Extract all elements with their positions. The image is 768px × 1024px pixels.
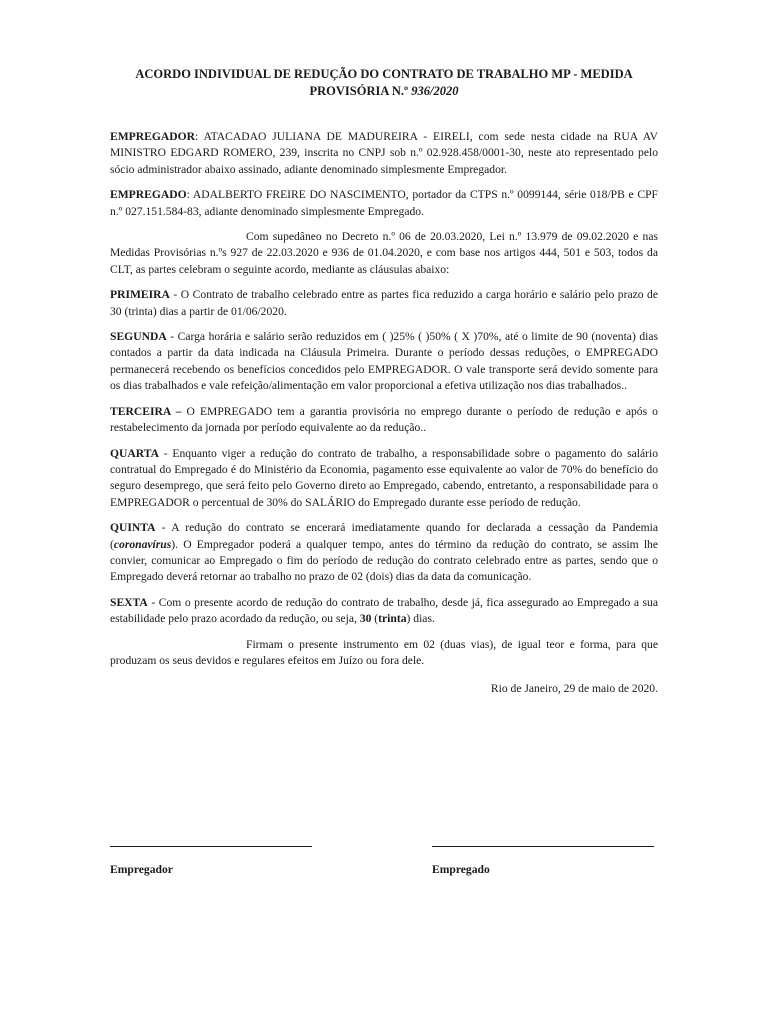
empregador-label: EMPREGADOR bbox=[110, 130, 196, 143]
signature-line-empregado bbox=[432, 846, 654, 847]
clause-quarta bbox=[110, 446, 658, 512]
clause-quarta-label: QUARTA bbox=[110, 446, 159, 460]
empregado-label: EMPREGADO bbox=[110, 188, 187, 202]
signature-label-empregador: Empregador bbox=[110, 863, 173, 876]
clause-quinta-text-b: ). O Empregador poderá a qualquer tempo, antes do término da redução do contrato, se assim lhe convier, comunicar ao Empregado o fim do período de redução do contrato celebrado entre as partes, sendo que o Empregado deverá retornar ao trabalho no prazo de 02 (dois) dias da data da comunicação. bbox=[110, 537, 658, 584]
clause-quinta-text-a: - A redução do contrato se encerará imediatamente quando for declarada a cessação da Pandemia ( bbox=[110, 521, 658, 551]
clause-sexta-text-a: - Com o presente acordo de redução do contrato de trabalho, desde já, fica assegurado ao Empregado a sua estabilidade pelo prazo acordado da redução, ou seja, bbox=[110, 595, 658, 626]
clause-sexta-paren: ( bbox=[371, 612, 379, 626]
clause-quarta-text: - Enquanto viger a redução do contrato de trabalho, a responsabilidade sobre o pagamento do salário contratual do Empregado é do Ministério da Economia, pagamento esse equivalente ao valor de 70% do benefício do seguro desemprego, que será feito pelo Governo direto ao Empregado, cabendo, entretanto, a responsabilidade para o EMPREGADOR o percentual de 30% do SALÁRIO do Empregado durante esse período de redução. bbox=[110, 446, 658, 509]
clause-quinta-label: QUINTA bbox=[110, 521, 156, 535]
clause-terceira-text: O EMPREGADO tem a garantia provisória no emprego durante o período de redução e após o restabelecimento da jornada por período equivalente ao da redução.. bbox=[110, 404, 658, 435]
clause-segunda-label: SEGUNDA bbox=[110, 330, 167, 344]
preamble-paragraph: Com supedâneo no Decreto n.º 06 de 20.03.2020, Lei n.º 13.979 de 09.02.2020 e nas Medidas Provisórias n.ºs 927 de 22.03.2020 e 936 de 01.04.2020, e com base nos artigos 444, 501 e 503, todos da CLT, as partes celebram o seguinte acordo, mediante as cláusulas abaixo: bbox=[110, 230, 658, 276]
clause-terceira bbox=[110, 404, 658, 437]
clause-sexta-label: SEXTA bbox=[110, 595, 148, 609]
title-line-2-prefix: PROVISÓRIA N.º bbox=[309, 84, 409, 98]
clause-segunda bbox=[110, 329, 658, 395]
document-title bbox=[110, 66, 658, 100]
clause-primeira-label: PRIMEIRA bbox=[110, 288, 170, 302]
signature-empregado bbox=[432, 846, 654, 876]
clause-quinta-emphasis: coronavírus bbox=[113, 537, 172, 551]
clause-terceira-label: TERCEIRA – bbox=[110, 404, 182, 418]
closing-paragraph: Firmam o presente instrumento em 02 (duas vias), de igual teor e forma, para que produzam os seus devidos e regulares efeitos em Juízo ou fora dele. bbox=[110, 637, 658, 667]
empregador-text: : ATACADAO JULIANA DE MADUREIRA - EIRELI, com sede nesta cidade na RUA AV MINISTRO EDGARD ROMERO, 239, inscrita no CNPJ sob n.º 02.928.458/0001-30, neste ato representado pelo sócio administrador abaixo assinado, adiante denominado simplesmente Empregador. bbox=[110, 130, 658, 176]
signature-line-empregador bbox=[110, 846, 312, 847]
document-page bbox=[110, 66, 658, 707]
empregador-paragraph bbox=[110, 129, 658, 178]
place-and-date: Rio de Janeiro, 29 de maio de 2020. bbox=[490, 682, 658, 696]
signature-empregador bbox=[110, 846, 312, 876]
empregado-text: : ADALBERTO FREIRE DO NASCIMENTO, portador da CTPS n.º 0099144, série 018/PB e CPF n.º 027.151.584-83, adiante denominado simplesmente Empregado. bbox=[110, 188, 658, 218]
empregado-paragraph bbox=[110, 187, 658, 220]
clause-sexta-number: 30 bbox=[359, 612, 372, 626]
clause-sexta bbox=[110, 595, 658, 628]
clause-sexta-word: trinta bbox=[378, 612, 407, 626]
clause-segunda-text: - Carga horária e salário serão reduzidos em ( )25% ( )50% ( X )70%, até o limite de 90 (noventa) dias contados a partir da data indicada na Cláusula Primeira. Durante o período dessas reduções, o EMPREGADO permanecerá recebendo os benefícios concedidos pelo EMPREGADOR. O vale transporte será devido somente para os dias trabalhados e vale refeição/alimentação em valor proporcional a efetiva utilização nos dias trabalhados.. bbox=[110, 330, 658, 393]
signature-label-empregado: Empregado bbox=[432, 863, 490, 876]
clause-sexta-text-b: ) dias. bbox=[406, 612, 435, 626]
clause-primeira-text: - O Contrato de trabalho celebrado entre as partes fica reduzido a carga horário e salário pelo prazo de 30 (trinta) dias a partir de 01/06/2020. bbox=[110, 288, 658, 318]
clause-quinta bbox=[110, 520, 658, 586]
title-line-2-number: 936/2020 bbox=[411, 84, 459, 98]
signature-block bbox=[110, 846, 654, 886]
clause-primeira bbox=[110, 287, 658, 320]
title-line-1: ACORDO INDIVIDUAL DE REDUÇÃO DO CONTRATO DE TRABALHO MP - MEDIDA bbox=[135, 67, 633, 81]
